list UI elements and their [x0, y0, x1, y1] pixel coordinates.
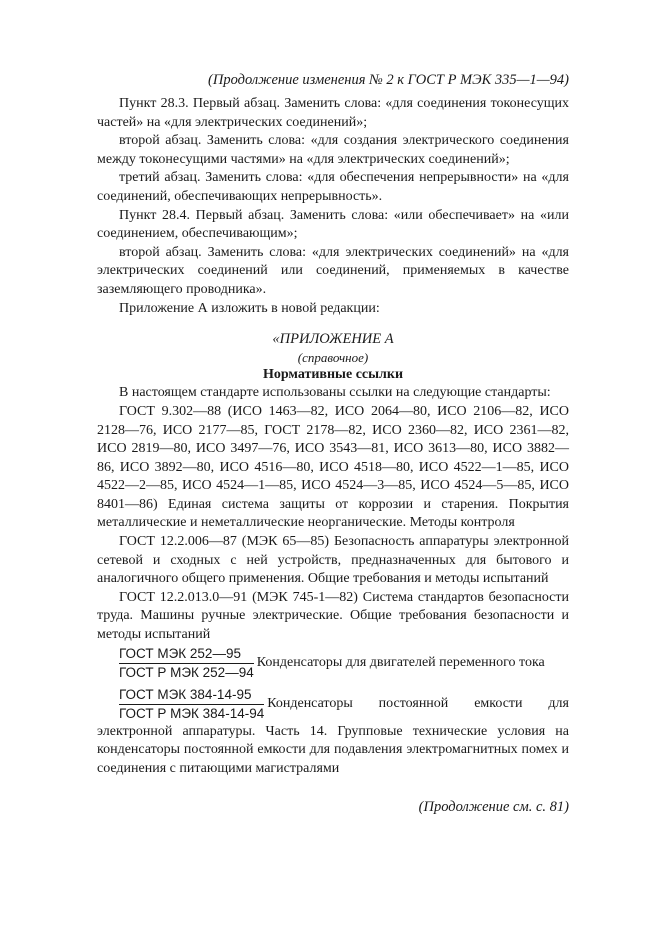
document-body	[97, 95, 569, 778]
fraction-denominator: ГОСТ Р МЭК 252—94	[119, 664, 254, 680]
reference-entry-fraction	[119, 686, 569, 723]
reference-continuation: электронной аппаратуры. Часть 14. Групповые технические условия на конденсаторы постоянной емкости для подавления электромагнитных помех и соединения с питающими магистралями	[97, 723, 569, 776]
reference-entry: ГОСТ 12.2.013.0—91 (МЭК 745-1—82) Система стандартов безопасности труда. Машины ручные электрические. Общие требования безопасности и методы испытаний	[97, 589, 569, 643]
word: Конденсаторы	[267, 695, 353, 711]
word: постоянной	[378, 695, 449, 711]
paragraph: третий абзац. Заменить слова: «для обеспечения непрерывности» на «для соединений, обеспечивающих непрерывность».	[97, 170, 569, 204]
reference-entry: ГОСТ 12.2.006—87 (МЭК 65—85) Безопасность аппаратуры электронной сетевой и сходных с ней устройств, предназначенных для бытового и аналогичного общего применения. Общие требования и методы испытаний	[97, 534, 569, 587]
running-header: (Продолжение изменения № 2 к ГОСТ Р МЭК 335—1—94)	[208, 72, 569, 88]
paragraph: Пункт 28.3. Первый абзац. Заменить слова: «для соединения токонесущих частей» на «для электрических соединений»;	[97, 96, 569, 130]
reference-entry-fraction	[119, 645, 569, 682]
reference-title	[267, 695, 569, 714]
paragraph: Пункт 28.4. Первый абзац. Заменить слова: «или обеспечивает» на «или соединением, обеспечивающим»;	[97, 207, 569, 242]
appendix-intro: В настоящем стандарте использованы ссылки на следующие стандарты:	[119, 385, 551, 401]
fraction-denominator: ГОСТ Р МЭК 384-14-94	[119, 705, 265, 721]
word: для	[548, 695, 569, 711]
standard-fraction	[119, 645, 254, 682]
continuation-footer: (Продолжение см. с. 81)	[418, 799, 569, 815]
paragraph: второй абзац. Заменить слова: «для создания электрического соединения между токонесущими частями» на «для электрических соединений»;	[97, 133, 569, 167]
appendix-title: «ПРИЛОЖЕНИЕ А	[272, 331, 394, 348]
paragraph: Приложение А изложить в новой редакции:	[119, 300, 380, 316]
paragraph: второй абзац. Заменить слова: «для электрических соединений» на «для электрических соединений или соединений, применяемых в качестве заземляющего проводника».	[97, 244, 569, 297]
word: емкости	[474, 695, 523, 711]
reference-entry: ГОСТ 9.302—88 (ИСО 1463—82, ИСО 2064—80, ИСО 2106—82, ИСО 2128—76, ИСО 2177—85, ГОСТ 2178—82, ИСО 2360—82, ИСО 2361—82, ИСО 2819—80, ИСО 3497—76, ИСО 3543—81, ИСО 3613—80, ИСО 3882—86, ИСО 3892—80, ИСО 4516—80, ИСО 4518—80, ИСО 4522—1—85, ИСО 4522—2—85, ИСО 4524—1—85, ИСО 4524—3—85, ИСО 4524—5—85, ИСО 8401—86) Единая система защиты от коррозии и старения. Покрытия металлические и неметаллические неорганические. Методы контроля	[97, 403, 569, 531]
appendix-subtitle: (справочное)	[297, 349, 369, 365]
reference-title: Конденсаторы для двигателей переменного тока	[256, 654, 545, 670]
fraction-numerator: ГОСТ МЭК 384-14-95	[119, 686, 264, 705]
standard-fraction	[119, 686, 264, 723]
appendix-heading: Нормативные ссылки	[262, 366, 404, 382]
fraction-numerator: ГОСТ МЭК 252—95	[119, 645, 254, 664]
